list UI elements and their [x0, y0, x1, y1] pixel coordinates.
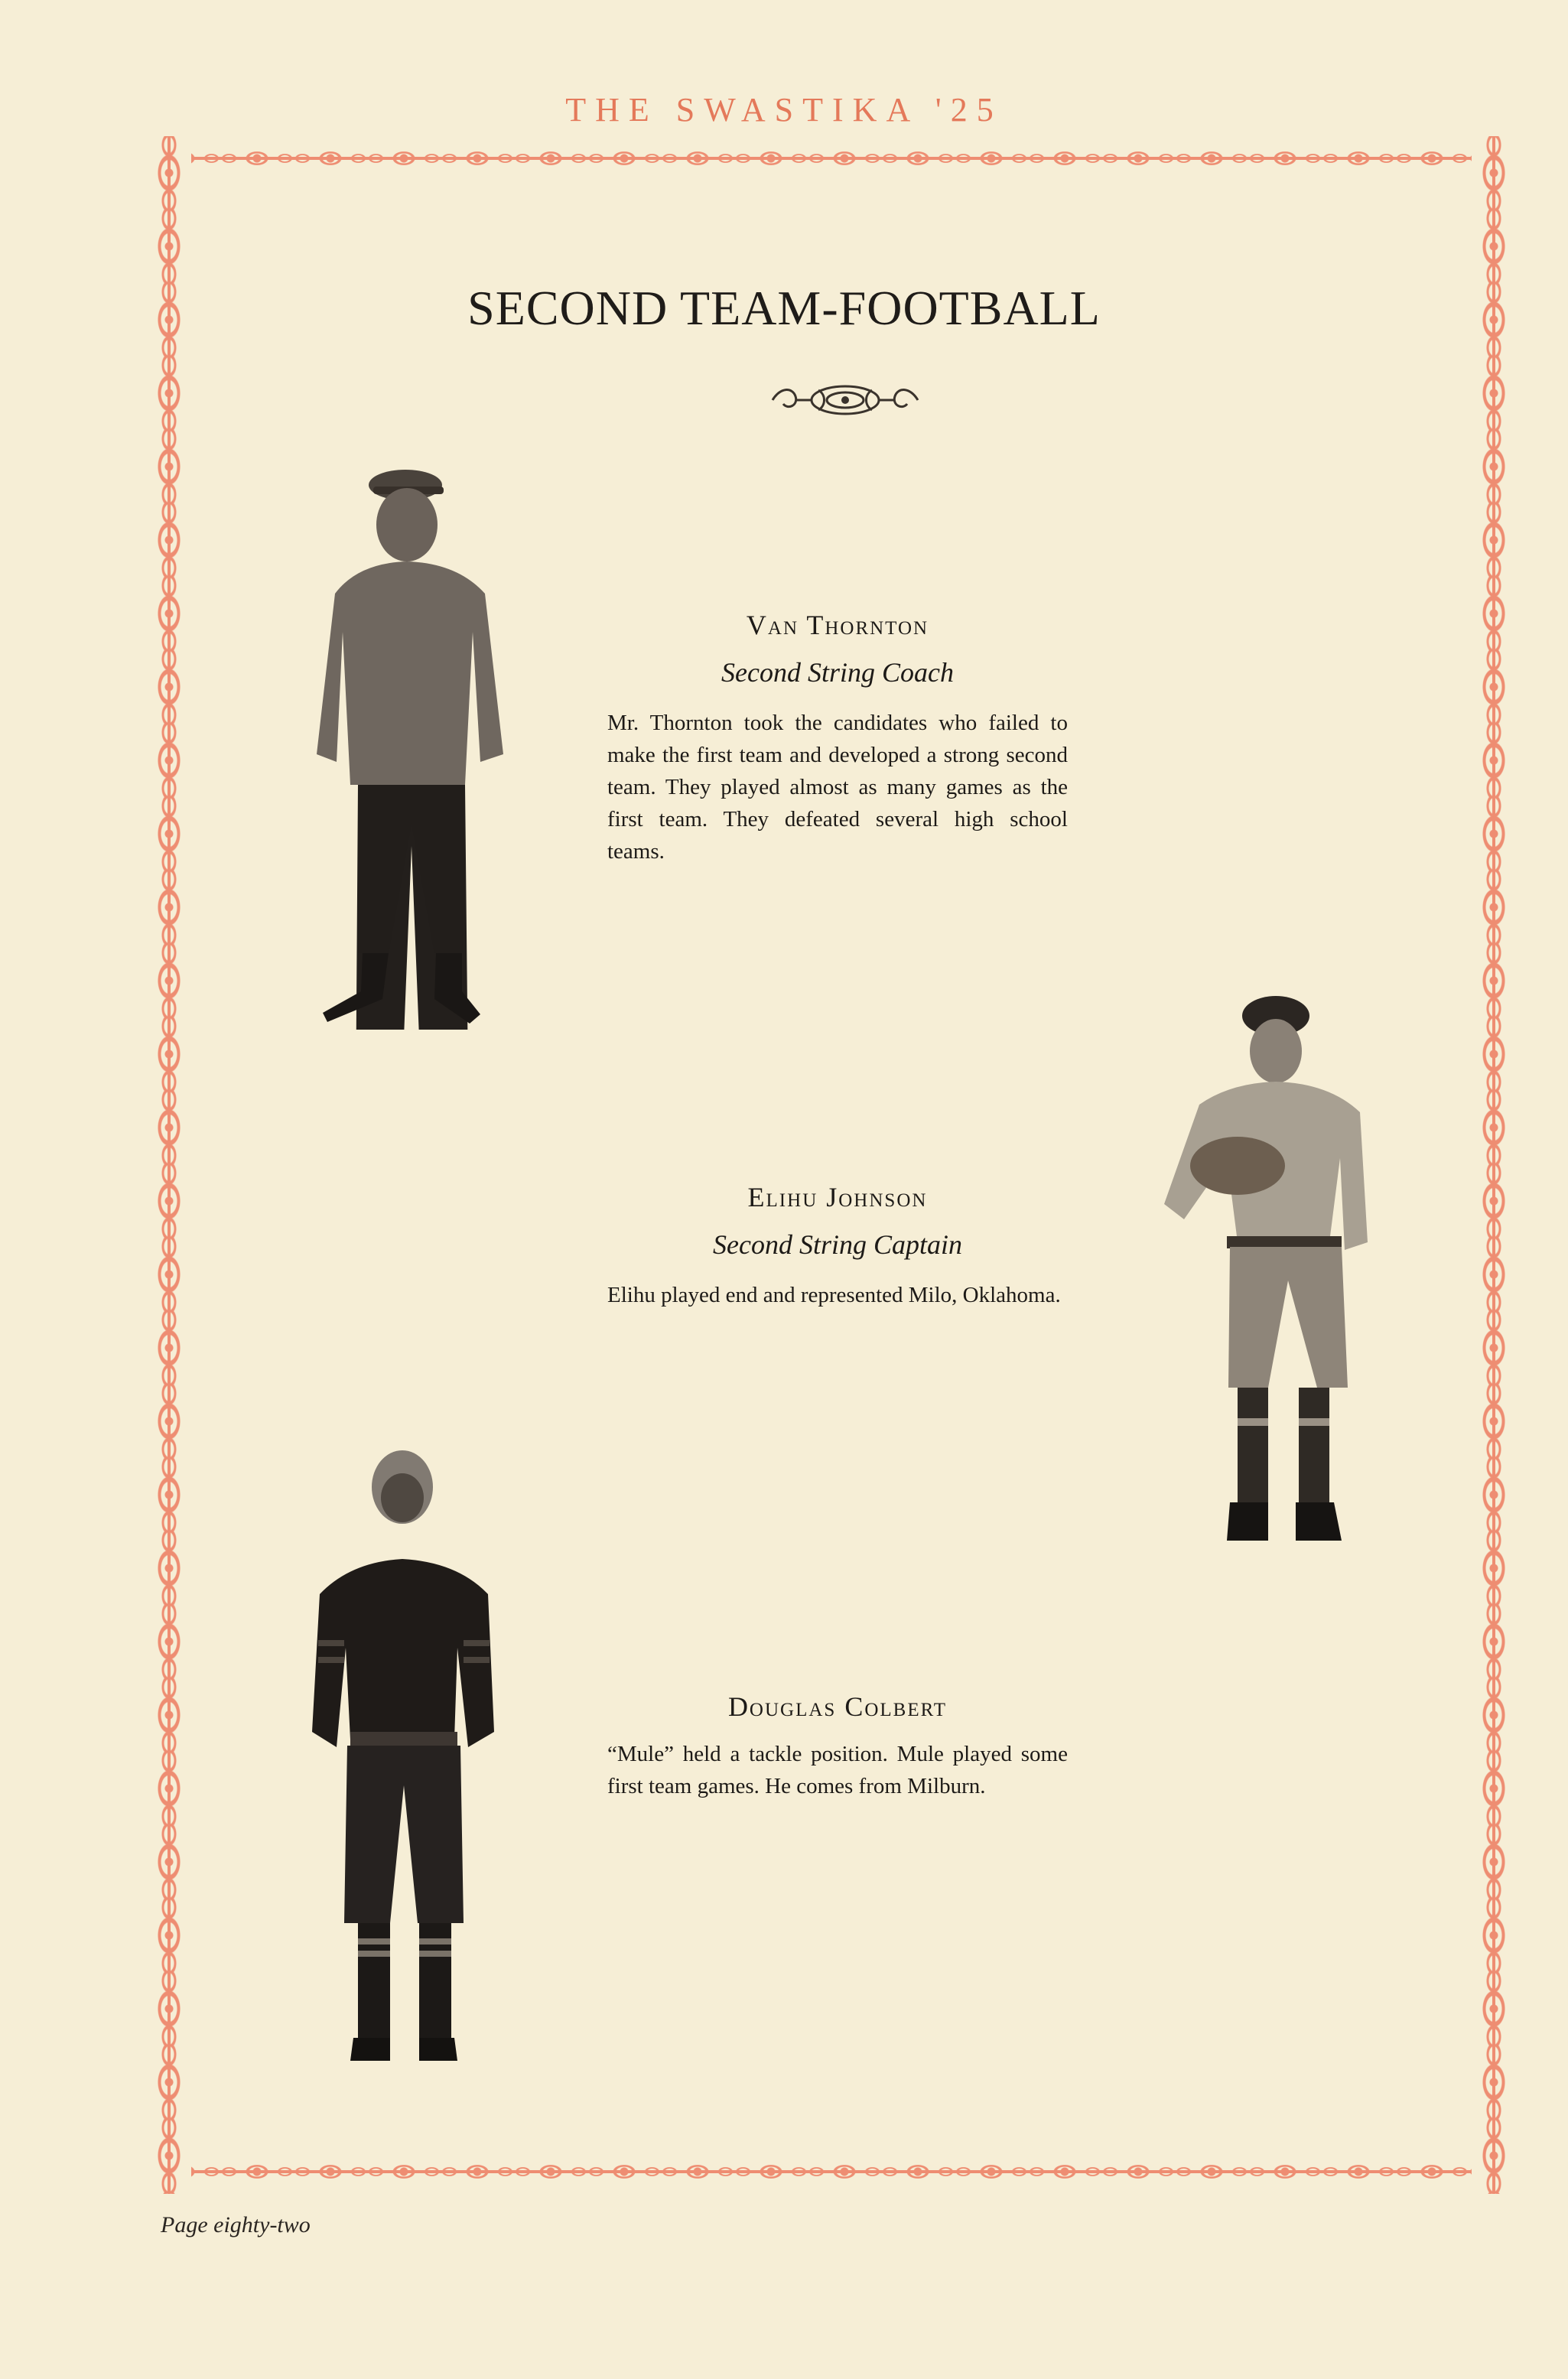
coach-photo [312, 464, 512, 1030]
bio-elihu-johnson [607, 1181, 1068, 1311]
title-flourish-ornament [765, 379, 926, 421]
bio-text: Mr. Thornton took the candidates who failed to make the first team and developed a strong second team. They played almost as many games as the first team. They defeated several high school teams. [607, 711, 1068, 864]
page-title: SECOND TEAM-FOOTBALL [467, 281, 1101, 335]
bio-role: Second String Captain [713, 1229, 962, 1260]
bio-text: “Mule” held a tackle position. Mule played some first team games. He comes from Milburn. [607, 1742, 1068, 1798]
ornamental-border-left [147, 136, 191, 2194]
ornamental-border-top [147, 136, 1516, 181]
bio-van-thornton [607, 609, 1068, 867]
bio-name: Douglas Colbert [727, 1691, 948, 1722]
bio-role: Second String Coach [721, 657, 954, 688]
page-number: Page eighty-two [161, 2212, 311, 2237]
bio-douglas-colbert [607, 1691, 1068, 1802]
ornamental-border-bottom [147, 2150, 1516, 2194]
bio-name: Van Thornton [746, 610, 929, 640]
ornamental-border-right [1472, 136, 1516, 2194]
captain-photo [1153, 990, 1369, 1548]
bio-text: Elihu played end and represented Milo, Oklahoma. [607, 1283, 1061, 1307]
bio-name: Elihu Johnson [747, 1182, 928, 1212]
tackle-photo [304, 1449, 503, 2061]
running-head: THE SWASTIKA '25 [565, 91, 1003, 129]
